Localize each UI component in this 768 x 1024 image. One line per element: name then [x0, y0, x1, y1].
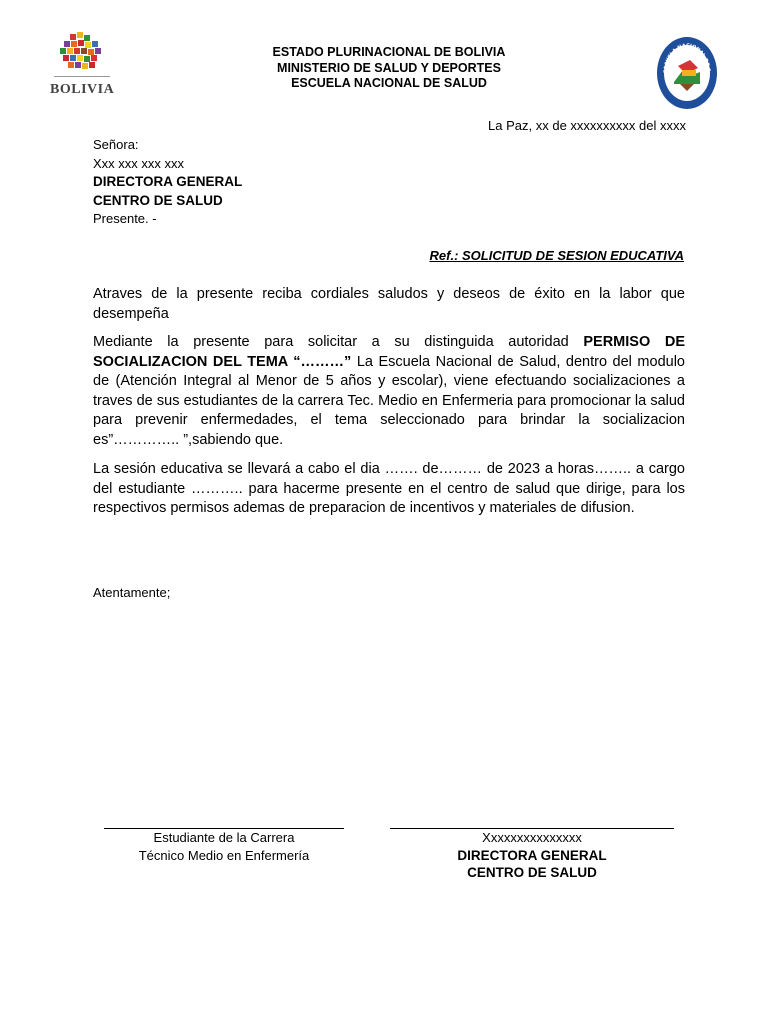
signature-left-line-1: Estudiante de la Carrera: [153, 830, 295, 845]
recipient-title-2: CENTRO DE SALUD: [93, 192, 223, 208]
paragraph-2: [93, 333, 685, 450]
presente: Presente. -: [93, 211, 157, 226]
paragraph-2-start: Mediante la presente para solicitar a su distinguida autoridad: [93, 334, 584, 350]
school-seal: [656, 36, 718, 110]
recipient-name: Xxx xxx xxx xxx: [93, 155, 185, 171]
recipient-title-1: DIRECTORA GENERAL: [93, 174, 243, 189]
signature-block-right: [390, 829, 674, 882]
header-line-3: ESCUELA NACIONAL DE SALUD: [291, 76, 487, 90]
header-line-1: ESTADO PLURINACIONAL DE BOLIVIA: [272, 45, 506, 59]
header-line-2: MINISTERIO DE SALUD Y DEPORTES: [277, 60, 501, 75]
signature-right-title-2: CENTRO DE SALUD: [467, 865, 597, 880]
paragraph-2-bold: PERMISO DE SOCIALIZACION DEL TEMA “………”: [93, 334, 686, 370]
signature-right-name: Xxxxxxxxxxxxxxx: [482, 830, 582, 845]
bolivia-wordmark: BOLIVIA: [50, 82, 115, 97]
date-line: La Paz, xx de xxxxxxxxxx del xxxx: [488, 118, 686, 133]
logo-divider: [54, 76, 110, 80]
recipient-block: [93, 136, 242, 229]
signature-right-title-1: DIRECTORA GENERAL: [457, 847, 607, 863]
signature-block-left: [104, 829, 344, 864]
seal-icon: [656, 36, 718, 110]
bolivia-logo: [50, 30, 114, 102]
letterhead: [200, 45, 578, 92]
signature-left-line-2: Técnico Medio en Enfermería: [138, 847, 310, 863]
bolivia-emblem-icon: [50, 30, 114, 76]
paragraph-2-end: La Escuela Nacional de Salud, dentro del modulo de (Atención Integral al Menor de 5 años y escolar), viene efectuando socializaciones a traves de sus estudiantes de la carrera Tec. Medio en Enfermeria para promocionar la salud para prevenir enfermedades, el tema seleccionado para brindar la socializacion es”………….. ”,sabiendo que.: [93, 353, 685, 448]
salutation: Señora:: [93, 137, 139, 152]
svg-text:ESCUELA NACIONAL DE SALUD: ESCUELA NACIONAL DE S: [662, 42, 712, 74]
paragraph-1: Atraves de la presente reciba cordiales saludos y deseos de éxito en la labor que desempeña: [93, 286, 685, 322]
closing: Atentamente;: [93, 585, 171, 600]
reference-line: Ref.: SOLICITUD DE SESION EDUCATIVA: [429, 248, 684, 263]
paragraph-3: La sesión educativa se llevará a cabo el dia ……. de……… de 2023 a horas…….. a cargo del estudiante ……….. para hacerme presente en el centro de salud que dirige, para los respectivos permisos ademas de preparacion de incentivos y materiales de difusion.: [93, 461, 685, 516]
